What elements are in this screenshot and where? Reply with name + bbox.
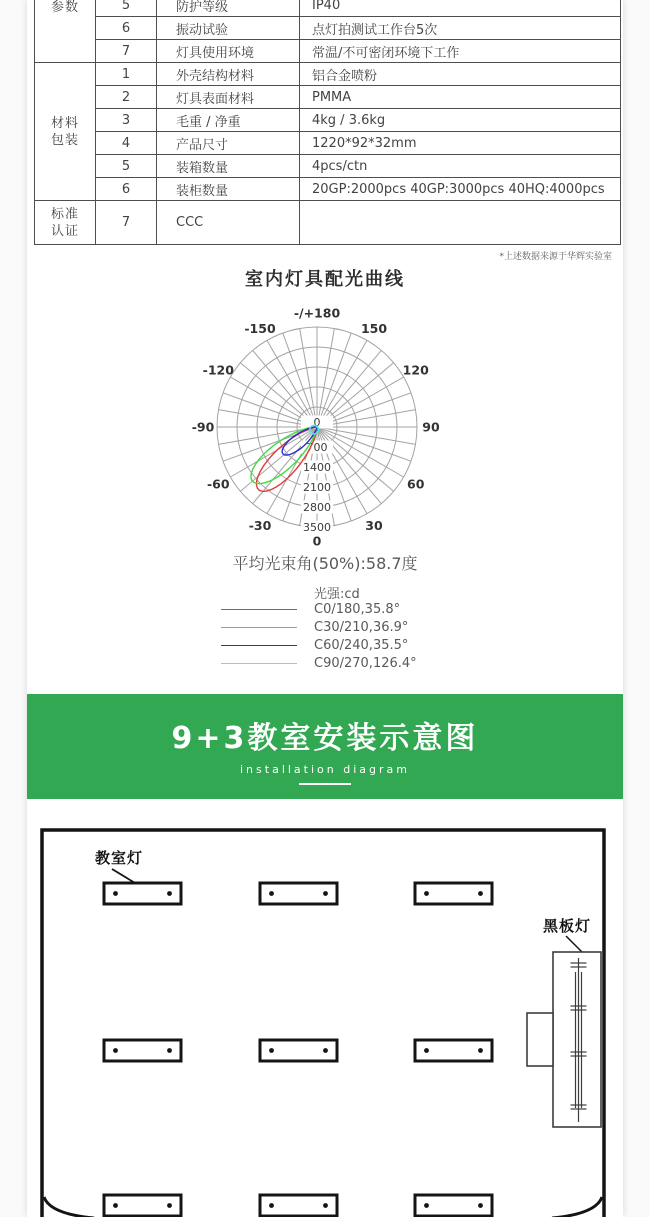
polar-angle-label: 150 xyxy=(360,320,388,336)
spec-table-body xyxy=(35,0,621,245)
spec-item-name: 产品尺寸 xyxy=(157,132,300,155)
classroom-light-fixture xyxy=(104,1195,181,1216)
legend-row xyxy=(221,618,417,636)
spec-row-number: 5 xyxy=(96,0,157,17)
classroom-light-fixture xyxy=(415,1195,492,1216)
beam-angle-note: 平均光束角(50%):58.7度 xyxy=(232,554,418,573)
polar-angle-label: -150 xyxy=(244,320,276,336)
polar-angle-label: 90 xyxy=(422,419,440,435)
light-dot xyxy=(113,1048,118,1053)
installation-diagram xyxy=(0,800,650,1217)
legend-title: 光强:cd xyxy=(314,587,360,602)
spec-row xyxy=(35,201,621,245)
spec-row-number: 2 xyxy=(96,86,157,109)
legend-color-line xyxy=(221,645,297,646)
polar-angle-label: -90 xyxy=(191,419,215,435)
light-dot xyxy=(113,891,118,896)
photometric-chart-title: 室内灯具配光曲线 xyxy=(245,269,405,290)
classroom-light-fixture xyxy=(260,1040,337,1061)
spec-row-number: 4 xyxy=(96,132,157,155)
legend-row xyxy=(221,600,417,618)
polar-angle-label: 120 xyxy=(402,362,429,378)
spec-section-label: 材料 包装 xyxy=(35,63,96,201)
podium xyxy=(527,1013,553,1066)
spec-item-value: 4pcs/ctn xyxy=(300,155,621,178)
polar-angle-label: 0 xyxy=(312,533,322,549)
spec-table xyxy=(34,0,621,245)
light-dot xyxy=(478,891,483,896)
light-dot xyxy=(167,1203,172,1208)
legend-row xyxy=(221,636,417,654)
spec-item-name: CCC xyxy=(157,201,300,245)
light-dot xyxy=(478,1203,483,1208)
polar-ring-label: 0 xyxy=(313,416,321,429)
spec-item-value xyxy=(300,201,621,245)
banner-title: 9+3教室安装示意图 xyxy=(171,721,479,756)
blackboard xyxy=(553,952,601,1127)
spec-item-name: 装箱数量 xyxy=(157,155,300,178)
light-dot xyxy=(113,1203,118,1208)
spec-row xyxy=(35,0,621,17)
light-dot xyxy=(424,1203,429,1208)
light-dot xyxy=(323,891,328,896)
spec-row xyxy=(35,178,621,201)
polar-ring-label: 700 xyxy=(306,441,328,454)
legend-label: C30/210,36.9° xyxy=(314,619,409,635)
blackboard-light-label: 黑板灯 xyxy=(543,917,592,935)
spec-row-number: 5 xyxy=(96,155,157,178)
light-dot xyxy=(167,891,172,896)
polar-ring-label: 2100 xyxy=(303,481,331,494)
spec-item-name: 装柜数量 xyxy=(157,178,300,201)
spec-section-label: 参数 xyxy=(35,0,96,63)
legend-label: C90/270,126.4° xyxy=(314,655,417,671)
spec-item-name: 灯具表面材料 xyxy=(157,86,300,109)
polar-ring-label: 3500 xyxy=(303,521,331,534)
classroom-light-fixture xyxy=(260,883,337,904)
spec-section-label: 标准 认证 xyxy=(35,201,96,245)
light-dot xyxy=(478,1048,483,1053)
polar-ring-label: 1400 xyxy=(303,461,331,474)
polar-angle-label: -60 xyxy=(206,476,230,492)
classroom-light-fixture xyxy=(415,883,492,904)
light-dot xyxy=(269,1203,274,1208)
light-dot xyxy=(424,1048,429,1053)
polar-angle-label: 60 xyxy=(407,476,425,492)
spec-row-number: 7 xyxy=(96,201,157,245)
spec-row xyxy=(35,132,621,155)
light-dot xyxy=(323,1203,328,1208)
photometric-polar-chart xyxy=(0,300,650,550)
spec-item-value: 点灯拍测试工作台5次 xyxy=(300,17,621,40)
classroom-light-fixture xyxy=(415,1040,492,1061)
polar-angle-label: -30 xyxy=(248,518,272,534)
spec-item-value: 常温/不可密闭环境下工作 xyxy=(300,40,621,63)
spec-item-name: 振动试验 xyxy=(157,17,300,40)
spec-item-value: IP40 xyxy=(300,0,621,17)
light-dot xyxy=(167,1048,172,1053)
section-banner xyxy=(27,694,623,799)
light-dot xyxy=(323,1048,328,1053)
spec-row-number: 6 xyxy=(96,178,157,201)
spec-item-value: 20GP:2000pcs 40GP:3000pcs 40HQ:4000pcs xyxy=(300,178,621,201)
spec-row xyxy=(35,63,621,86)
classroom-light-leader-line xyxy=(112,869,135,883)
legend-label: C60/240,35.5° xyxy=(314,637,409,653)
spec-row xyxy=(35,155,621,178)
banner-underline xyxy=(299,783,351,785)
spec-item-name: 外壳结构材料 xyxy=(157,63,300,86)
classroom-light-fixture xyxy=(260,1195,337,1216)
polar-angle-label: -120 xyxy=(202,362,234,378)
legend-color-line xyxy=(221,663,297,664)
legend-color-line xyxy=(221,627,297,628)
spec-row xyxy=(35,17,621,40)
classroom-light-fixture xyxy=(104,1040,181,1061)
light-dot xyxy=(269,1048,274,1053)
legend-label: C0/180,35.8° xyxy=(314,601,401,617)
legend-row xyxy=(221,654,417,672)
classroom-light-label: 教室灯 xyxy=(95,849,144,867)
spec-item-name: 灯具使用环境 xyxy=(157,40,300,63)
classroom-light-fixture xyxy=(104,883,181,904)
spec-item-value: 铝合金喷粉 xyxy=(300,63,621,86)
banner-subtitle: installation diagram xyxy=(240,763,410,776)
light-dot xyxy=(269,891,274,896)
chart-legend xyxy=(221,583,417,672)
spec-item-name: 防护等级 xyxy=(157,0,300,17)
classroom-lights xyxy=(104,883,492,1216)
polar-ring-label: 2800 xyxy=(303,501,331,514)
blackboard-light-leader-line xyxy=(566,936,582,952)
spec-row-number: 7 xyxy=(96,40,157,63)
spec-row-number: 1 xyxy=(96,63,157,86)
spec-row xyxy=(35,109,621,132)
spec-item-value: 1220*92*32mm xyxy=(300,132,621,155)
polar-angle-label: 30 xyxy=(365,518,383,534)
right-door-arc xyxy=(552,1197,602,1217)
spec-row xyxy=(35,40,621,63)
light-dot xyxy=(424,891,429,896)
spec-row-number: 3 xyxy=(96,109,157,132)
spec-item-value: 4kg / 3.6kg xyxy=(300,109,621,132)
left-door-arc xyxy=(44,1197,94,1217)
spec-row-number: 6 xyxy=(96,17,157,40)
spec-row xyxy=(35,86,621,109)
polar-angle-label: -/+180 xyxy=(293,305,341,321)
spec-item-name: 毛重 / 净重 xyxy=(157,109,300,132)
legend-color-line xyxy=(221,609,297,610)
spec-item-value: PMMA xyxy=(300,86,621,109)
data-source-footnote: *上述数据来源于华辉实验室 xyxy=(499,252,612,262)
